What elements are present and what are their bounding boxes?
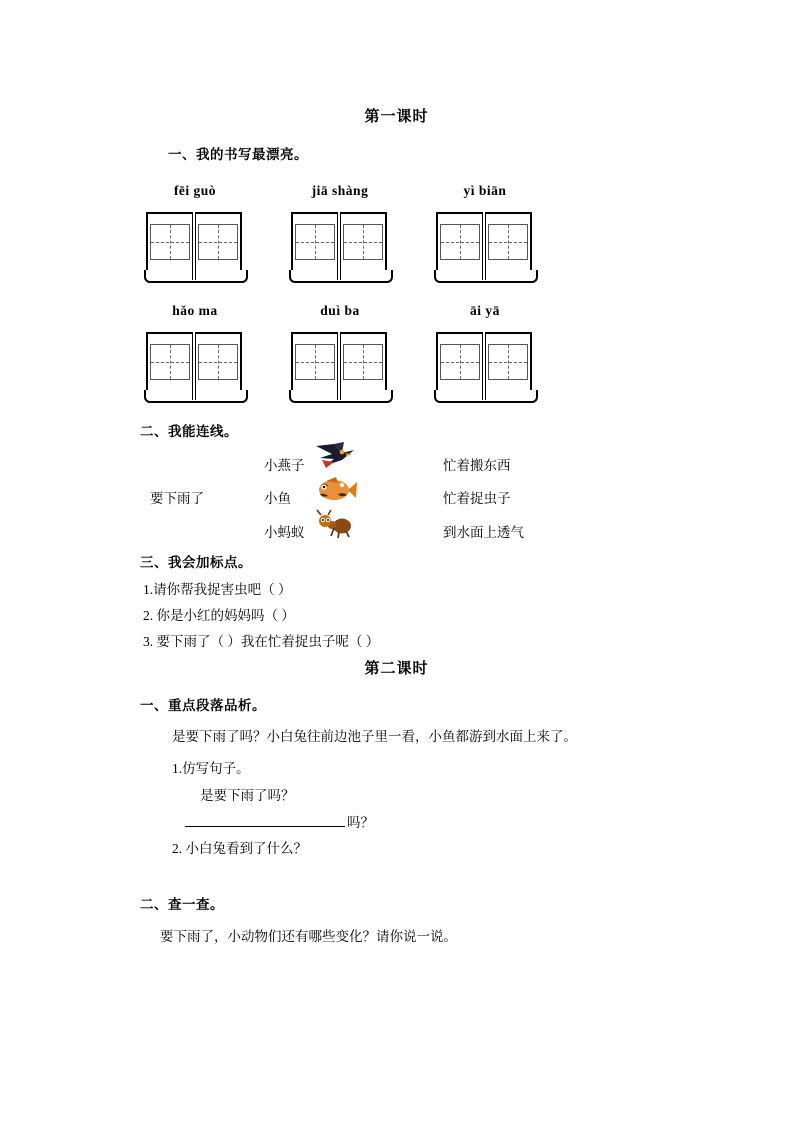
- section-heading-analysis: 一、重点段落品析。: [140, 698, 266, 713]
- punctuation-question-2: 2. 你是小红的妈妈吗（ ）: [143, 608, 295, 623]
- section-heading-investigate: 二、查一查。: [140, 897, 224, 912]
- analysis-example-sentence: 是要下雨了吗？: [200, 788, 295, 803]
- analysis-passage: 是要下雨了吗？小白兔往前边池子里一看，小鱼都游到水面上来了。: [172, 729, 577, 744]
- writing-book-5: [289, 332, 393, 404]
- match-middle-ant[interactable]: 小蚂蚁: [264, 525, 305, 540]
- page-title-lesson-1: 第一课时: [364, 109, 429, 125]
- writing-book-1: [144, 212, 248, 284]
- match-right-surface[interactable]: 到水面上透气: [443, 525, 524, 540]
- pinyin-feiguo: fēi guò: [173, 183, 217, 198]
- investigate-prompt: 要下雨了，小动物们还有哪些变化？请你说一说。: [160, 929, 457, 944]
- pinyin-jiashang: jiā shàng: [311, 183, 369, 198]
- punctuation-question-1: 1.请你帮我捉害虫吧（ ）: [143, 582, 292, 597]
- analysis-question-1: 1.仿写句子。: [172, 761, 250, 776]
- swallow-icon: [312, 440, 356, 472]
- writing-book-6: [434, 332, 538, 404]
- analysis-question-2: 2. 小白兔看到了什么？: [172, 841, 307, 856]
- match-middle-fish[interactable]: 小鱼: [264, 491, 291, 506]
- ant-icon: [312, 508, 356, 540]
- pinyin-duiba: duì ba: [320, 303, 360, 318]
- answer-blank-line[interactable]: [185, 826, 345, 827]
- pinyin-haoma: hǎo ma: [172, 303, 218, 318]
- punctuation-question-3: 3. 要下雨了（ ）我在忙着捉虫子呢（ ）: [143, 634, 380, 649]
- match-right-catch[interactable]: 忙着捉虫子: [443, 491, 511, 506]
- pinyin-aiya: āi yā: [470, 303, 500, 318]
- page-title-lesson-2: 第二课时: [364, 661, 429, 677]
- analysis-blank-suffix: 吗？: [347, 815, 374, 830]
- match-left-label: 要下雨了: [150, 491, 204, 506]
- section-heading-punctuation: 三、我会加标点。: [140, 555, 252, 570]
- writing-book-2: [289, 212, 393, 284]
- match-middle-swallow[interactable]: 小燕子: [264, 458, 305, 473]
- writing-book-3: [434, 212, 538, 284]
- writing-book-4: [144, 332, 248, 404]
- match-right-move[interactable]: 忙着搬东西: [443, 458, 511, 473]
- section-heading-matching: 二、我能连线。: [140, 424, 238, 439]
- pinyin-row-2: [0, 303, 793, 321]
- pinyin-yibian: yì biān: [463, 183, 507, 198]
- pinyin-row-1: [0, 183, 793, 201]
- fish-icon: [312, 474, 356, 506]
- section-heading-writing: 一、我的书写最漂亮。: [168, 147, 308, 162]
